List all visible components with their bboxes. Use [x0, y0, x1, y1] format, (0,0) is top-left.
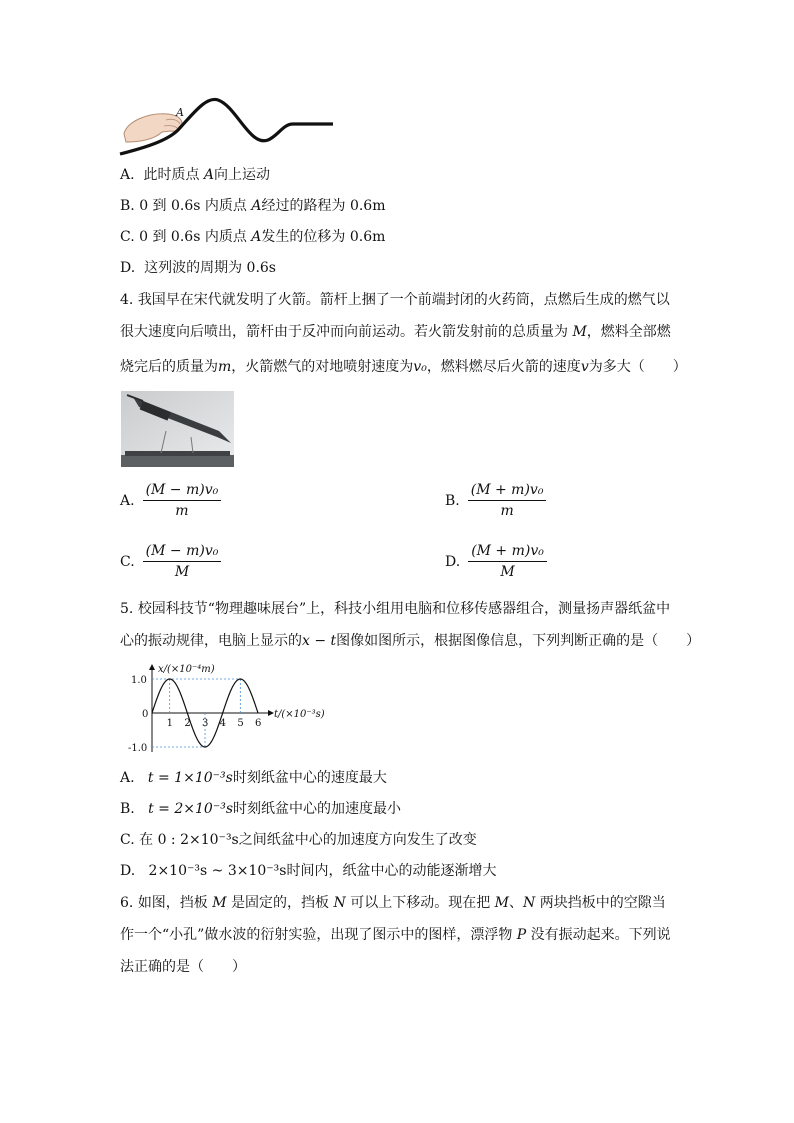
- question-text: 为多大（ ）: [588, 359, 687, 375]
- option-label: B.: [120, 801, 135, 817]
- x-tick-label: 4: [219, 718, 227, 729]
- question-text: 校园科技节“物理趣味展台”上，科技小组用电脑和位移传感器组合，测量扬声器纸盆中: [137, 601, 671, 617]
- x-axis-label: t/(×10⁻³s): [274, 709, 325, 720]
- option-label: B.: [445, 492, 460, 509]
- question-text: 烧完后的质量为: [120, 359, 218, 375]
- fraction: [468, 543, 547, 580]
- question-text: 是固定的，挡板: [226, 895, 334, 911]
- q3-option-a: [120, 165, 270, 185]
- option-text: 这列波的周期为 0.6s: [144, 260, 276, 276]
- option-label: A.: [120, 492, 135, 509]
- q3-option-b: [120, 196, 386, 216]
- option-label: A.: [120, 770, 135, 786]
- option-label: D.: [445, 553, 461, 570]
- fraction: [143, 543, 222, 580]
- option-label: B.: [120, 198, 135, 214]
- q3-option-c: [120, 227, 385, 247]
- fraction: [468, 482, 547, 519]
- q6-stem-line1: [120, 893, 666, 913]
- denominator: M: [500, 564, 515, 580]
- question-text: ，燃料全部燃: [586, 324, 671, 340]
- var-N: N: [333, 895, 346, 911]
- q4-stem-line1: [120, 290, 670, 310]
- x-tick-label: 3: [202, 718, 209, 729]
- option-text: 0 到 0.6s 内质点: [139, 229, 252, 245]
- fraction: [143, 482, 222, 519]
- q4-option-a: [120, 482, 221, 519]
- numerator: (M − m)v₀: [143, 543, 222, 562]
- option-text: 之间纸盆中心的加速度方向发生了改变: [238, 832, 477, 848]
- q5-stem-line1: [120, 599, 670, 619]
- option-label: A.: [120, 167, 135, 183]
- q5-option-a: [120, 768, 387, 788]
- y-tick-label: 1.0: [131, 675, 147, 686]
- rocket-photo: [121, 391, 234, 467]
- option-label: C.: [120, 229, 135, 245]
- option-var: A: [251, 229, 262, 245]
- option-text: 此时质点: [143, 167, 204, 183]
- var-N: N: [523, 895, 536, 911]
- option-text: 时间内，纸盆中心的动能逐渐增大: [286, 863, 497, 879]
- x-tick-label: 2: [184, 718, 191, 729]
- question-text: 心的振动规律，电脑上显示的: [120, 633, 302, 649]
- var-P: P: [516, 927, 527, 943]
- hand-illustration: [124, 114, 182, 142]
- question-text: 作一个“小孔”做水波的衍射实验，出现了图示中的图样，漂浮物: [120, 927, 517, 943]
- option-text: 时刻纸盆中心的加速度最小: [233, 801, 402, 817]
- chart-axes: [149, 664, 274, 752]
- y-axis-arrow: [149, 664, 155, 670]
- question-number: 6.: [120, 895, 134, 911]
- option-label: C.: [120, 553, 135, 570]
- question-text: 、: [509, 895, 524, 911]
- var-xt: x − t: [302, 633, 337, 649]
- var-M: M: [212, 895, 227, 911]
- option-label: C.: [120, 832, 135, 848]
- denominator: m: [500, 503, 514, 519]
- chart-ticks: [128, 675, 261, 754]
- var-m: m: [218, 359, 232, 375]
- q4-option-b: [445, 482, 546, 519]
- var-v0: v₀: [413, 359, 427, 375]
- denominator: M: [174, 564, 190, 580]
- option-math: t = 1×10⁻³s: [147, 770, 233, 786]
- x-tick-label: 6: [255, 718, 262, 729]
- option-text: 0 到 0.6s 内质点: [139, 198, 252, 214]
- option-label: D.: [120, 863, 136, 879]
- q5-option-d: [120, 861, 496, 881]
- question-text: ，火箭燃气的对地喷射速度为: [231, 359, 414, 375]
- var-v: v: [580, 359, 589, 375]
- q3-option-d: [120, 258, 276, 278]
- question-text: 两块挡板中的空隙当: [535, 895, 666, 911]
- question-text: 很大速度向后喷出，箭杆由于反冲而向前运动。若火箭发射前的总质量为: [120, 324, 573, 340]
- q5-option-c: [120, 830, 477, 850]
- option-label: D.: [120, 260, 136, 276]
- question-text: 法正确的是（ ）: [120, 959, 246, 975]
- x-tick-label: 1: [166, 718, 174, 729]
- q6-stem-line2: [120, 925, 671, 945]
- question-text: 图像如图所示，根据图像信息，下列判断正确的是（ ）: [336, 633, 701, 649]
- rope-wave-figure: [118, 92, 343, 162]
- x-tick-label: 5: [237, 718, 244, 729]
- numerator: (M + m)v₀: [468, 543, 547, 562]
- question-text: 如图，挡板: [137, 895, 213, 911]
- point-a-label: A: [176, 106, 184, 119]
- q5-option-b: [120, 799, 401, 819]
- option-var: A: [203, 167, 215, 183]
- option-math: 2×10⁻³s ~ 3×10⁻³s: [148, 863, 287, 879]
- numerator: (M − m)v₀: [143, 482, 222, 501]
- y-tick-label: 0: [142, 709, 149, 720]
- option-text: 发生的位移为 0.6m: [261, 229, 386, 245]
- q4-option-c: [120, 543, 221, 580]
- option-text: 向上运动: [214, 167, 271, 183]
- question-number: 4.: [120, 292, 134, 308]
- y-axis-label: x/(×10⁻⁴m): [158, 664, 215, 675]
- question-text: 没有振动起来。下列说: [526, 927, 671, 943]
- q4-stem-line2: [120, 322, 671, 342]
- question-text: 可以上下移动。现在把: [345, 895, 495, 911]
- option-math: 在 0 : 2×10⁻³s: [139, 832, 239, 848]
- option-text: 时刻纸盆中心的速度最大: [232, 770, 387, 786]
- q5-stem-line2: [120, 631, 700, 651]
- var-M: M: [494, 895, 510, 911]
- option-text: 经过的路程为 0.6m: [261, 198, 386, 214]
- numerator: (M + m)v₀: [468, 482, 547, 501]
- question-text: ，燃料燃尽后火箭的速度: [426, 359, 581, 375]
- var-M: M: [572, 324, 587, 340]
- q4-stem-line3: [120, 357, 687, 377]
- xt-chart: [118, 660, 338, 760]
- option-math: t = 2×10⁻³s: [148, 801, 234, 817]
- option-var: A: [251, 198, 262, 214]
- question-text: 我国早在宋代就发明了火箭。箭杆上捆了一个前端封闭的火药筒，点燃后生成的燃气以: [137, 292, 670, 308]
- denominator: m: [175, 503, 189, 519]
- question-number: 5.: [120, 601, 134, 617]
- q4-option-d: [445, 543, 547, 580]
- q6-stem-line3: [120, 957, 246, 977]
- y-tick-label: -1.0: [128, 743, 148, 754]
